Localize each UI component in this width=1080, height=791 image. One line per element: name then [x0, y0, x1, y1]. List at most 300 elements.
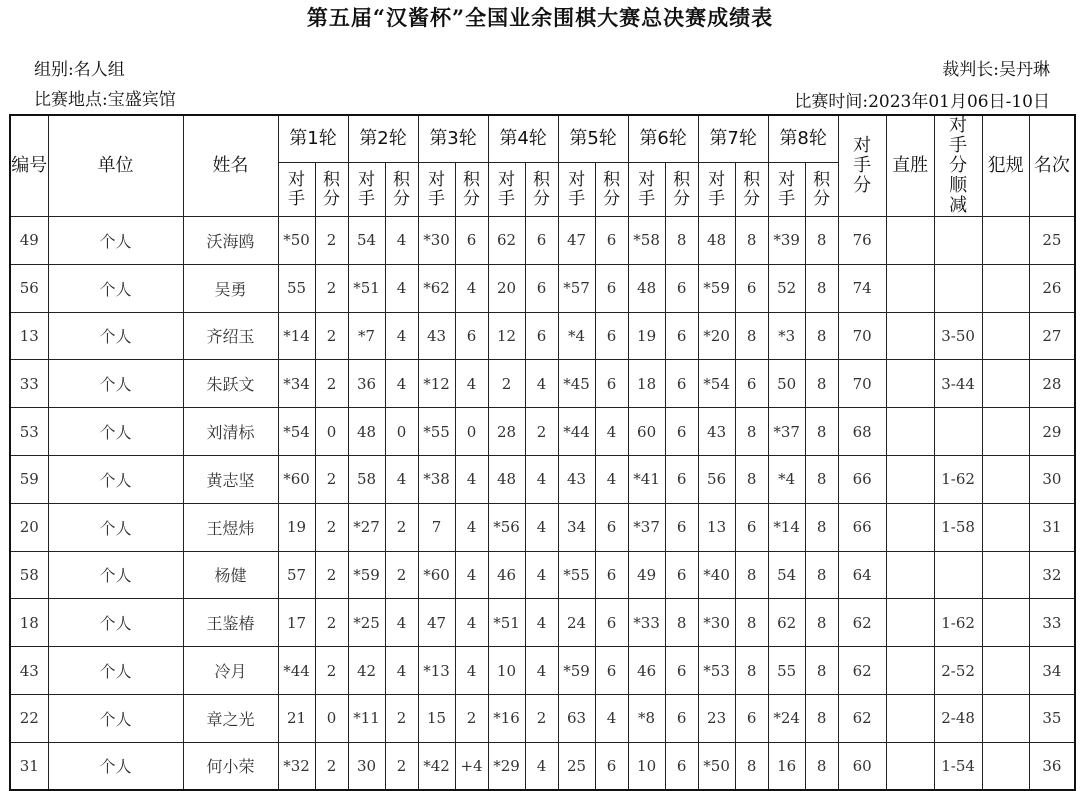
points-cell: 4	[385, 360, 418, 408]
opp-dec-cell: 2-52	[934, 647, 982, 695]
points-cell: 8	[735, 455, 768, 503]
points-cell: 8	[805, 503, 838, 551]
opponent-cell: *11	[348, 694, 385, 742]
points-cell: 6	[735, 694, 768, 742]
points-cell: 4	[385, 312, 418, 360]
opponent-cell: 28	[488, 408, 525, 456]
points-cell: 6	[665, 742, 698, 790]
player-name-cell: 黄志坚	[183, 455, 278, 503]
pts-subheader: 积分	[525, 163, 558, 217]
opponent-cell: *32	[278, 742, 315, 790]
opponent-cell: *44	[558, 408, 595, 456]
opponent-cell: *38	[418, 455, 455, 503]
opp-dec-cell: 3-44	[934, 360, 982, 408]
opp-dec-cell: 1-62	[934, 599, 982, 647]
player-no-cell: 20	[10, 503, 48, 551]
points-cell: 2	[315, 360, 348, 408]
opponent-cell: *3	[768, 312, 805, 360]
opponent-cell: *60	[278, 455, 315, 503]
player-name-cell: 冷月	[183, 647, 278, 695]
opponent-cell: 47	[558, 217, 595, 265]
opponent-cell: *59	[348, 551, 385, 599]
points-cell: 4	[455, 551, 488, 599]
opp-dec-cell	[934, 264, 982, 312]
opp-score-cell: 70	[838, 360, 886, 408]
points-cell: 0	[455, 408, 488, 456]
opp-score-cell: 66	[838, 455, 886, 503]
group-label: 组别:名人组	[34, 60, 125, 80]
opponent-cell: 48	[628, 264, 665, 312]
player-no-cell: 33	[10, 360, 48, 408]
table-row	[10, 455, 1075, 503]
rank-cell: 33	[1029, 599, 1075, 647]
points-cell: 2	[525, 408, 558, 456]
direct-win-cell	[886, 599, 934, 647]
table-row	[10, 647, 1075, 695]
pts-subheader: 积分	[805, 163, 838, 217]
opponent-cell: 62	[488, 217, 525, 265]
unit-cell: 个人	[48, 503, 183, 551]
opponent-cell: *60	[418, 551, 455, 599]
direct-win-cell	[886, 551, 934, 599]
rank-cell: 36	[1029, 742, 1075, 790]
unit-cell: 个人	[48, 647, 183, 695]
points-cell: 4	[385, 599, 418, 647]
opp-subheader: 对手	[768, 163, 805, 217]
points-cell: 6	[595, 264, 628, 312]
opponent-cell: *45	[558, 360, 595, 408]
points-cell: 4	[455, 599, 488, 647]
opp-subheader: 对手	[278, 163, 315, 217]
points-cell: 8	[805, 360, 838, 408]
opp-subheader: 对手	[628, 163, 665, 217]
points-cell: 8	[735, 742, 768, 790]
rank-cell: 27	[1029, 312, 1075, 360]
unit-cell: 个人	[48, 599, 183, 647]
points-cell: 0	[385, 408, 418, 456]
points-cell: 8	[805, 742, 838, 790]
points-cell: 2	[315, 599, 348, 647]
opponent-cell: *27	[348, 503, 385, 551]
opponent-cell: *30	[418, 217, 455, 265]
opp-subheader: 对手	[348, 163, 385, 217]
points-cell: 2	[315, 264, 348, 312]
opponent-cell: 54	[768, 551, 805, 599]
opponent-cell: *51	[488, 599, 525, 647]
opponent-cell: *25	[348, 599, 385, 647]
opponent-cell: 48	[348, 408, 385, 456]
points-cell: 6	[735, 503, 768, 551]
points-cell: 6	[665, 312, 698, 360]
opp-score-cell: 74	[838, 264, 886, 312]
player-no-cell: 22	[10, 694, 48, 742]
round-header: 第4轮	[488, 115, 558, 163]
opponent-cell: 24	[558, 599, 595, 647]
opp-subheader: 对手	[418, 163, 455, 217]
opponent-cell: *39	[768, 217, 805, 265]
pts-subheader: 积分	[665, 163, 698, 217]
points-cell: 6	[595, 360, 628, 408]
table-row	[10, 360, 1075, 408]
opponent-cell: *14	[768, 503, 805, 551]
rank-cell: 35	[1029, 694, 1075, 742]
opp-dec-cell	[934, 551, 982, 599]
points-cell: 6	[595, 742, 628, 790]
opp-dec-cell: 2-48	[934, 694, 982, 742]
points-cell: 4	[525, 599, 558, 647]
opp-dec-cell	[934, 217, 982, 265]
points-cell: 8	[665, 217, 698, 265]
points-cell: 4	[455, 647, 488, 695]
points-cell: 8	[735, 312, 768, 360]
col-name-header: 姓名	[183, 115, 278, 217]
col-direct-header: 直胜	[886, 115, 934, 217]
points-cell: 2	[455, 694, 488, 742]
foul-cell	[982, 551, 1029, 599]
opponent-cell: *44	[278, 647, 315, 695]
opponent-cell: 42	[348, 647, 385, 695]
player-no-cell: 58	[10, 551, 48, 599]
opponent-cell: *56	[488, 503, 525, 551]
opponent-cell: *4	[558, 312, 595, 360]
player-no-cell: 18	[10, 599, 48, 647]
points-cell: 6	[665, 360, 698, 408]
direct-win-cell	[886, 408, 934, 456]
points-cell: 6	[595, 599, 628, 647]
opponent-cell: 50	[768, 360, 805, 408]
unit-cell: 个人	[48, 694, 183, 742]
opponent-cell: 10	[628, 742, 665, 790]
opponent-cell: *20	[698, 312, 735, 360]
direct-win-cell	[886, 264, 934, 312]
points-cell: 2	[315, 551, 348, 599]
points-cell: 2	[315, 217, 348, 265]
player-name-cell: 章之光	[183, 694, 278, 742]
points-cell: 6	[665, 264, 698, 312]
points-cell: 8	[735, 408, 768, 456]
opponent-cell: *37	[768, 408, 805, 456]
points-cell: 6	[595, 217, 628, 265]
opponent-cell: *7	[348, 312, 385, 360]
col-opp-dec-header: 对手分顺减	[934, 115, 982, 217]
points-cell: 8	[665, 599, 698, 647]
header-row	[10, 115, 1075, 163]
opponent-cell: 63	[558, 694, 595, 742]
opp-score-cell: 66	[838, 503, 886, 551]
opponent-cell: 49	[628, 551, 665, 599]
round-header: 第8轮	[768, 115, 838, 163]
foul-cell	[982, 217, 1029, 265]
opponent-cell: *57	[558, 264, 595, 312]
table-row	[10, 503, 1075, 551]
opponent-cell: 47	[418, 599, 455, 647]
opponent-cell: 55	[278, 264, 315, 312]
opp-score-cell: 62	[838, 694, 886, 742]
points-cell: 8	[735, 217, 768, 265]
opp-subheader: 对手	[488, 163, 525, 217]
points-cell: 2	[315, 455, 348, 503]
player-no-cell: 49	[10, 217, 48, 265]
player-no-cell: 31	[10, 742, 48, 790]
opponent-cell: *34	[278, 360, 315, 408]
col-unit-header: 单位	[48, 115, 183, 217]
opponent-cell: 17	[278, 599, 315, 647]
points-cell: 2	[315, 742, 348, 790]
unit-cell: 个人	[48, 312, 183, 360]
points-cell: 2	[385, 694, 418, 742]
player-name-cell: 刘清标	[183, 408, 278, 456]
player-name-cell: 王煜炜	[183, 503, 278, 551]
opponent-cell: 2	[488, 360, 525, 408]
points-cell: 6	[595, 647, 628, 695]
opponent-cell: 25	[558, 742, 595, 790]
player-name-cell: 王鉴椿	[183, 599, 278, 647]
points-cell: 2	[315, 647, 348, 695]
points-cell: 6	[665, 694, 698, 742]
table-row	[10, 599, 1075, 647]
foul-cell	[982, 360, 1029, 408]
unit-cell: 个人	[48, 455, 183, 503]
opp-score-cell: 62	[838, 599, 886, 647]
opp-dec-cell: 1-62	[934, 455, 982, 503]
foul-cell	[982, 599, 1029, 647]
points-cell: 8	[805, 408, 838, 456]
points-cell: 8	[805, 647, 838, 695]
opp-dec-cell	[934, 408, 982, 456]
opponent-cell: *42	[418, 742, 455, 790]
col-no-header: 编号	[10, 115, 48, 217]
player-no-cell: 53	[10, 408, 48, 456]
opponent-cell: *59	[558, 647, 595, 695]
unit-cell: 个人	[48, 742, 183, 790]
points-cell: 2	[315, 503, 348, 551]
opponent-cell: 15	[418, 694, 455, 742]
rank-cell: 30	[1029, 455, 1075, 503]
table-row	[10, 264, 1075, 312]
opponent-cell: *50	[698, 742, 735, 790]
col-opp-score-header: 对手分	[838, 115, 886, 217]
round-header: 第7轮	[698, 115, 768, 163]
opponent-cell: 48	[488, 455, 525, 503]
opponent-cell: *54	[278, 408, 315, 456]
points-cell: 6	[525, 264, 558, 312]
points-cell: 8	[805, 599, 838, 647]
opp-score-cell: 62	[838, 647, 886, 695]
points-cell: 4	[525, 742, 558, 790]
opponent-cell: *24	[768, 694, 805, 742]
rank-cell: 34	[1029, 647, 1075, 695]
opponent-cell: 10	[488, 647, 525, 695]
direct-win-cell	[886, 312, 934, 360]
table-row	[10, 694, 1075, 742]
opp-dec-cell: 1-54	[934, 742, 982, 790]
opponent-cell: 16	[768, 742, 805, 790]
opponent-cell: *54	[698, 360, 735, 408]
opponent-cell: 21	[278, 694, 315, 742]
points-cell: 6	[455, 312, 488, 360]
opponent-cell: *58	[628, 217, 665, 265]
table-row	[10, 551, 1075, 599]
player-name-cell: 齐绍玉	[183, 312, 278, 360]
player-name-cell: 朱跃文	[183, 360, 278, 408]
opponent-cell: 54	[348, 217, 385, 265]
points-cell: 6	[665, 503, 698, 551]
points-cell: 8	[805, 551, 838, 599]
opponent-cell: *37	[628, 503, 665, 551]
table-row	[10, 312, 1075, 360]
opponent-cell: 43	[698, 408, 735, 456]
opponent-cell: 13	[698, 503, 735, 551]
opponent-cell: 20	[488, 264, 525, 312]
venue-label: 比赛地点:宝盛宾馆	[34, 90, 176, 110]
opponent-cell: *40	[698, 551, 735, 599]
opponent-cell: 55	[768, 647, 805, 695]
points-cell: 4	[525, 647, 558, 695]
opp-score-cell: 60	[838, 742, 886, 790]
opponent-cell: 19	[628, 312, 665, 360]
points-cell: 4	[385, 455, 418, 503]
opponent-cell: 46	[488, 551, 525, 599]
pts-subheader: 积分	[385, 163, 418, 217]
player-no-cell: 43	[10, 647, 48, 695]
opponent-cell: 43	[418, 312, 455, 360]
unit-cell: 个人	[48, 264, 183, 312]
points-cell: 4	[525, 455, 558, 503]
opp-subheader: 对手	[698, 163, 735, 217]
points-cell: 6	[595, 551, 628, 599]
points-cell: 8	[735, 551, 768, 599]
pts-subheader: 积分	[595, 163, 628, 217]
points-cell: 6	[665, 408, 698, 456]
rank-cell: 25	[1029, 217, 1075, 265]
pts-subheader: 积分	[735, 163, 768, 217]
points-cell: 6	[525, 312, 558, 360]
unit-cell: 个人	[48, 360, 183, 408]
col-rank-header: 名次	[1029, 115, 1075, 217]
player-no-cell: 59	[10, 455, 48, 503]
col-foul-header: 犯规	[982, 115, 1029, 217]
opponent-cell: 23	[698, 694, 735, 742]
foul-cell	[982, 408, 1029, 456]
round-header: 第3轮	[418, 115, 488, 163]
points-cell: 4	[525, 360, 558, 408]
player-name-cell: 杨健	[183, 551, 278, 599]
points-cell: 8	[735, 599, 768, 647]
opp-subheader: 对手	[558, 163, 595, 217]
foul-cell	[982, 742, 1029, 790]
results-table	[9, 114, 1076, 791]
foul-cell	[982, 455, 1029, 503]
points-cell: 6	[595, 503, 628, 551]
points-cell: 4	[525, 503, 558, 551]
points-cell: 6	[455, 217, 488, 265]
points-cell: 2	[315, 312, 348, 360]
player-no-cell: 56	[10, 264, 48, 312]
opponent-cell: *30	[698, 599, 735, 647]
points-cell: 4	[385, 647, 418, 695]
points-cell: 6	[735, 360, 768, 408]
direct-win-cell	[886, 742, 934, 790]
points-cell: 2	[385, 551, 418, 599]
points-cell: 6	[665, 455, 698, 503]
opponent-cell: 7	[418, 503, 455, 551]
opponent-cell: *4	[768, 455, 805, 503]
points-cell: 0	[315, 694, 348, 742]
rank-cell: 32	[1029, 551, 1075, 599]
opponent-cell: 52	[768, 264, 805, 312]
opponent-cell: 62	[768, 599, 805, 647]
table-row	[10, 742, 1075, 790]
opponent-cell: 56	[698, 455, 735, 503]
opponent-cell: 58	[348, 455, 385, 503]
points-cell: 8	[735, 647, 768, 695]
points-cell: 8	[805, 312, 838, 360]
foul-cell	[982, 694, 1029, 742]
page-title: 第五届“汉酱杯”全国业余围棋大赛总决赛成绩表	[306, 5, 774, 30]
points-cell: 6	[665, 551, 698, 599]
opp-score-cell: 76	[838, 217, 886, 265]
round-header: 第6轮	[628, 115, 698, 163]
opponent-cell: *55	[418, 408, 455, 456]
opponent-cell: 48	[698, 217, 735, 265]
foul-cell	[982, 264, 1029, 312]
points-cell: 8	[805, 217, 838, 265]
opponent-cell: 30	[348, 742, 385, 790]
pts-subheader: 积分	[455, 163, 488, 217]
direct-win-cell	[886, 647, 934, 695]
rank-cell: 28	[1029, 360, 1075, 408]
points-cell: 6	[665, 647, 698, 695]
round-header: 第2轮	[348, 115, 418, 163]
points-cell: 4	[455, 455, 488, 503]
opponent-cell: 46	[628, 647, 665, 695]
points-cell: 8	[805, 264, 838, 312]
opponent-cell: 43	[558, 455, 595, 503]
round-header: 第5轮	[558, 115, 628, 163]
rank-cell: 26	[1029, 264, 1075, 312]
opponent-cell: *8	[628, 694, 665, 742]
points-cell: 4	[595, 455, 628, 503]
opponent-cell: *50	[278, 217, 315, 265]
results-body	[10, 217, 1075, 791]
opponent-cell: *14	[278, 312, 315, 360]
points-cell: 2	[385, 742, 418, 790]
opp-dec-cell: 3-50	[934, 312, 982, 360]
referee-label: 裁判长:吴丹琳	[942, 60, 1050, 80]
unit-cell: 个人	[48, 217, 183, 265]
direct-win-cell	[886, 455, 934, 503]
opponent-cell: 19	[278, 503, 315, 551]
direct-win-cell	[886, 360, 934, 408]
opponent-cell: 36	[348, 360, 385, 408]
opp-score-cell: 68	[838, 408, 886, 456]
points-cell: 6	[525, 217, 558, 265]
opp-score-cell: 70	[838, 312, 886, 360]
player-name-cell: 吴勇	[183, 264, 278, 312]
points-cell: 2	[525, 694, 558, 742]
opponent-cell: 18	[628, 360, 665, 408]
table-row	[10, 408, 1075, 456]
points-cell: 4	[595, 408, 628, 456]
points-cell: 6	[595, 312, 628, 360]
points-cell: 4	[455, 264, 488, 312]
opponent-cell: *12	[418, 360, 455, 408]
time-label: 比赛时间:2023年01月06日-10日	[794, 92, 1050, 112]
opponent-cell: 57	[278, 551, 315, 599]
opponent-cell: 60	[628, 408, 665, 456]
points-cell: 0	[315, 408, 348, 456]
points-cell: 4	[595, 694, 628, 742]
